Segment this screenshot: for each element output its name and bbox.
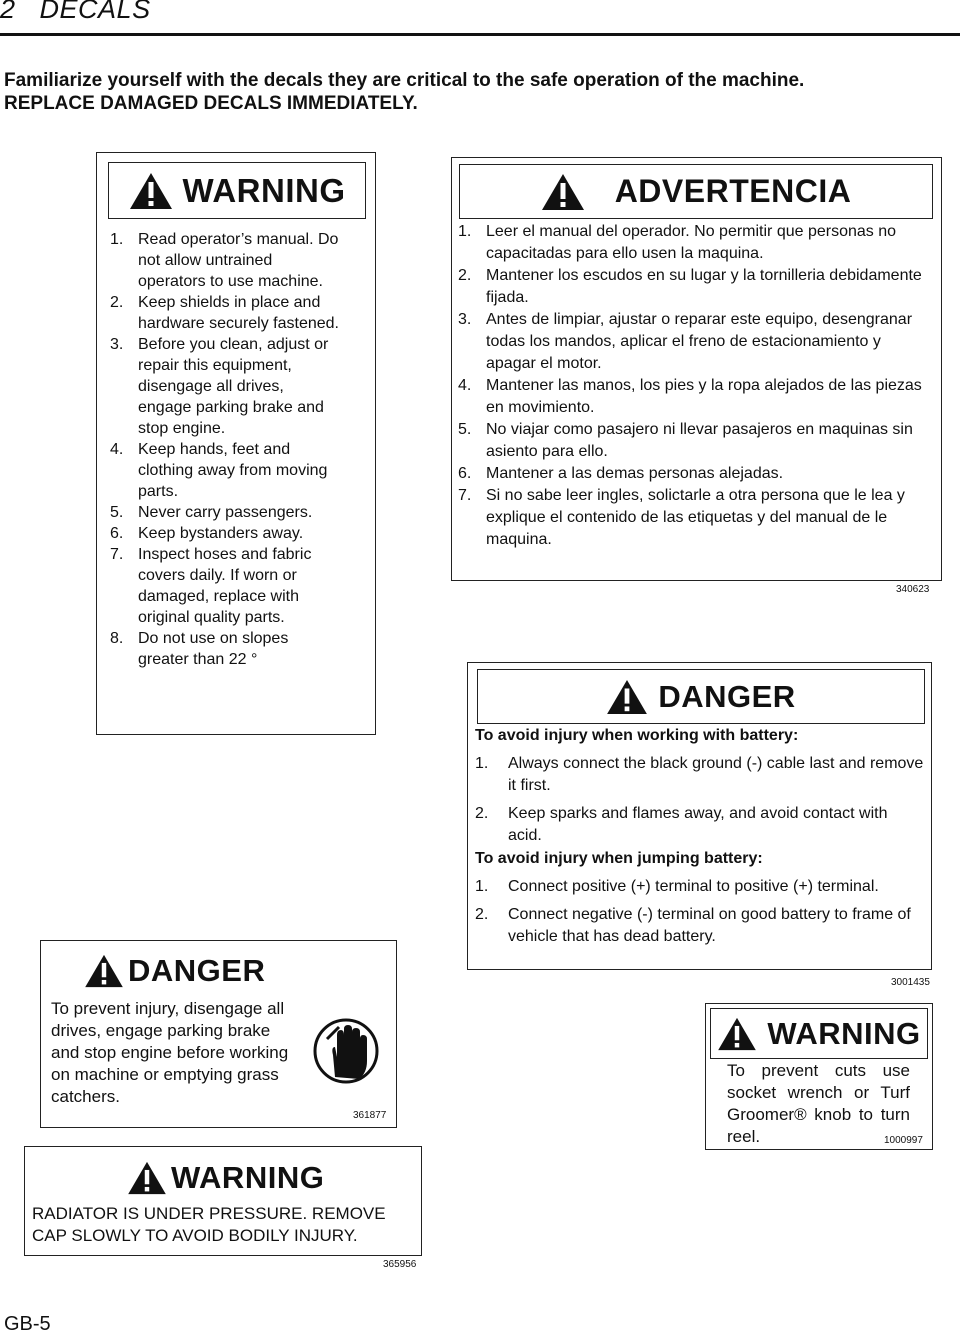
reel-warning-part-number: 1000997 — [884, 1135, 923, 1146]
list-item-number: 3. — [458, 311, 472, 328]
engine-danger-part-number: 361877 — [353, 1110, 387, 1121]
list-item-text: Keep shields in place and hardware securely fastened. — [138, 294, 339, 332]
battery-danger-part-number: 3001435 — [891, 977, 930, 988]
battery-danger-body — [475, 725, 925, 948]
list-item-number: 5. — [458, 421, 472, 438]
list-item-text: Always connect the black ground (-) cable last and remove it first. — [508, 755, 924, 794]
list-item — [110, 544, 340, 628]
list-item-number: 5. — [110, 504, 124, 521]
radiator-part-number: 365956 — [383, 1259, 417, 1270]
warning-triangle-icon — [84, 954, 124, 988]
list-item-text: Keep sparks and flames away, and avoid contact with acid. — [508, 805, 888, 844]
list-item-text: Keep bystanders away. — [138, 525, 304, 542]
list-item-text: Mantener a las demas personas alejadas. — [486, 465, 784, 482]
list-item-text: Inspect hoses and fabric covers daily. If worn or damaged, replace with original quality parts. — [138, 546, 312, 626]
list-item — [458, 221, 933, 265]
battery-subheading-2: To avoid injury when jumping battery: — [475, 850, 763, 867]
list-item-number: 2. — [475, 805, 489, 822]
list-item-number: 1. — [475, 755, 489, 772]
list-item-text: No viajar como pasajero ni llevar pasajeros en maquinas sin asiento para ello. — [486, 421, 913, 460]
radiator-warning-header — [25, 1153, 421, 1203]
list-item-text: Antes de limpiar, ajustar o reparar este equipo, desengranar todas los mandos, aplicar el freno de estacionamiento y apagar el motor. — [486, 311, 913, 372]
warning-decal — [96, 152, 376, 735]
section-heading — [0, 0, 151, 25]
list-item-number: 8. — [110, 630, 124, 647]
list-item-text: Read operator’s manual. Do not allow untrained operators to use machine. — [138, 231, 339, 290]
battery-list-2 — [475, 876, 925, 948]
reel-warning-header-text: WARNING — [767, 1015, 921, 1051]
list-item-number: 2. — [475, 906, 489, 923]
list-item — [458, 463, 933, 485]
warning-triangle-icon — [129, 172, 173, 210]
list-item-number: 7. — [110, 546, 124, 563]
list-item-number: 1. — [475, 878, 489, 895]
intro-line-1: Familiarize yourself with the decals they are critical to the safe operation of the machine. — [4, 70, 805, 91]
reel-warning-decal — [705, 1003, 933, 1150]
radiator-warning-text — [32, 1203, 422, 1247]
warning-triangle-icon — [717, 1017, 757, 1051]
list-item-number: 7. — [458, 487, 472, 504]
battery-list-1 — [475, 753, 925, 847]
list-item — [475, 904, 925, 948]
radiator-line-1: RADIATOR IS UNDER PRESSURE. REMOVE — [32, 1204, 386, 1223]
list-item — [110, 502, 340, 523]
list-item — [110, 523, 340, 544]
page-number: GB-5 — [4, 1313, 51, 1335]
list-item — [110, 628, 340, 670]
list-item — [458, 309, 933, 375]
advertencia-decal-header — [459, 164, 933, 219]
list-item — [458, 485, 933, 551]
list-item-number: 2. — [458, 267, 472, 284]
reel-warning-text: To prevent cuts use socket wrench or Turf Groomer® knob to turn reel. — [727, 1061, 910, 1146]
list-item — [110, 292, 340, 334]
section-title: DECALS — [39, 0, 151, 24]
list-item-text: Mantener los escudos en su lugar y la tornilleria debidamente fijada. — [486, 267, 922, 306]
list-item-number: 4. — [110, 441, 124, 458]
list-item-number: 1. — [110, 231, 124, 248]
list-item — [458, 419, 933, 463]
engine-danger-header-text: DANGER — [128, 953, 266, 988]
intro-paragraph — [4, 69, 954, 115]
warning-header-text: WARNING — [182, 171, 346, 209]
engine-danger-decal — [40, 940, 397, 1128]
list-item-number: 1. — [458, 223, 472, 240]
list-item-number: 3. — [110, 336, 124, 353]
list-item-number: 2. — [110, 294, 124, 311]
radiator-warning-header-text: WARNING — [171, 1160, 325, 1195]
list-item-number: 4. — [458, 377, 472, 394]
advertencia-list — [458, 221, 933, 551]
list-item — [110, 439, 340, 502]
warning-triangle-icon — [541, 173, 585, 211]
list-item — [458, 265, 933, 309]
radiator-line-2: CAP SLOWLY TO AVOID BODILY INJURY. — [32, 1226, 358, 1245]
advertencia-part-number: 340623 — [896, 584, 930, 595]
engine-danger-text: To prevent injury, disengage all drives, engage parking brake and stop engine before working on machine or emptying grass catchers. — [51, 999, 289, 1106]
list-item-text: Si no sabe leer ingles, solictarle a otra persona que le lea y explique el contenido de las etiquetas y del manual de le maquina. — [486, 487, 905, 548]
hand-caution-icon — [313, 1017, 379, 1090]
list-item-text: Connect negative (-) terminal on good battery to frame of vehicle that has dead battery. — [508, 906, 911, 945]
list-item-text: Keep hands, feet and clothing away from moving parts. — [138, 441, 328, 500]
intro-line-2: REPLACE DAMAGED DECALS IMMEDIATELY. — [4, 93, 418, 114]
list-item — [475, 876, 925, 898]
list-item — [110, 229, 340, 292]
list-item — [475, 803, 925, 847]
battery-subheading-1: To avoid injury when working with battery: — [475, 727, 799, 744]
list-item — [458, 375, 933, 419]
list-item-number: 6. — [110, 525, 124, 542]
battery-danger-header — [477, 669, 925, 724]
advertencia-header-text: ADVERTENCIA — [614, 173, 852, 209]
section-number: 2 — [0, 0, 16, 24]
list-item-text: Connect positive (+) terminal to positive (+) terminal. — [508, 878, 879, 895]
list-item-text: Never carry passengers. — [138, 504, 313, 521]
reel-warning-header — [710, 1008, 928, 1059]
warning-list — [110, 229, 340, 670]
list-item-text: Before you clean, adjust or repair this equipment, disengage all drives, engage parking brake and stop engine. — [138, 336, 329, 437]
list-item-text: Leer el manual del operador. No permitir que personas no capacitadas para ello usen la maquina. — [486, 223, 897, 262]
warning-decal-header — [108, 162, 366, 219]
list-item-number: 6. — [458, 465, 472, 482]
heading-rule — [0, 33, 960, 36]
battery-danger-decal — [467, 662, 932, 970]
list-item-text: Do not use on slopes greater than 22 ° — [138, 630, 289, 668]
warning-triangle-icon — [127, 1161, 167, 1195]
battery-danger-header-text: DANGER — [658, 678, 796, 714]
advertencia-decal — [451, 157, 942, 581]
list-item — [110, 334, 340, 439]
list-item-text: Mantener las manos, los pies y la ropa alejados de las piezas en movimiento. — [486, 377, 922, 416]
list-item — [475, 753, 925, 797]
radiator-warning-decal — [24, 1146, 422, 1256]
engine-danger-header — [48, 946, 307, 996]
warning-triangle-icon — [606, 679, 648, 715]
